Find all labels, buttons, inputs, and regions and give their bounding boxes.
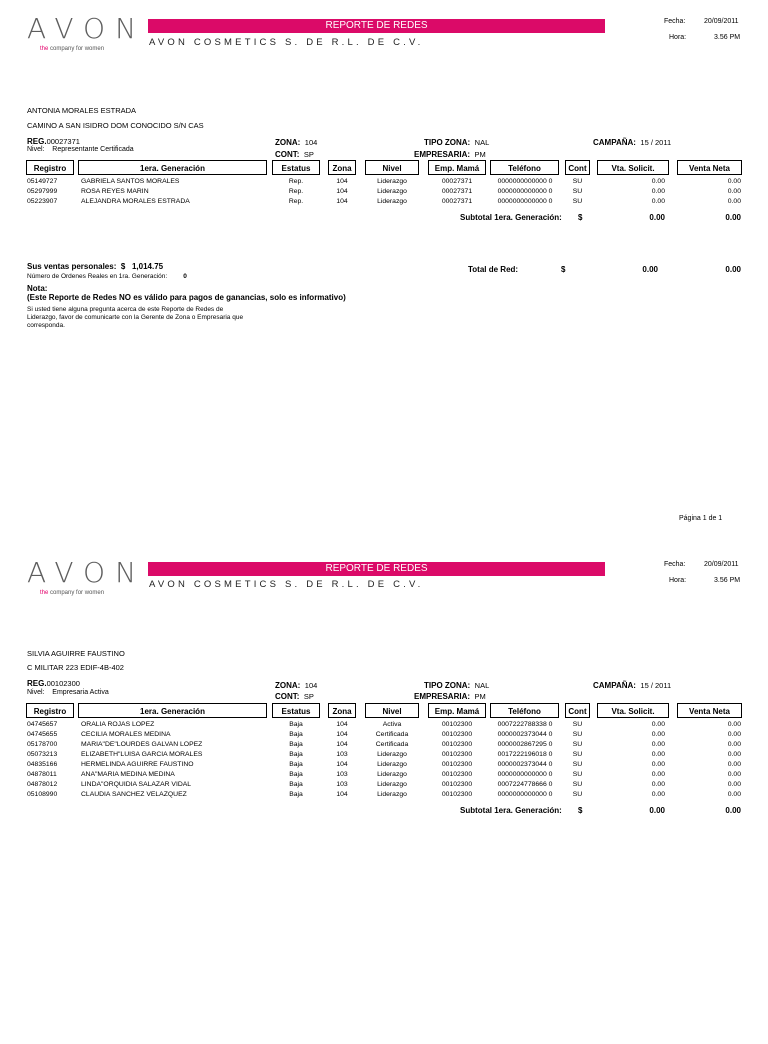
cell-vta-solicit: 0.00 bbox=[651, 781, 665, 788]
nota-line-1: Si usted tiene alguna pregunta acerca de este Reporte de Redes de bbox=[27, 306, 224, 313]
campana-field: CAMPAÑA: 15 / 2011 bbox=[593, 681, 672, 690]
cell-estatus: Rep. bbox=[288, 188, 304, 195]
cell-registro: 04835166 bbox=[27, 761, 58, 768]
cell-venta-neta: 0.00 bbox=[727, 731, 741, 738]
cell-vta-solicit: 0.00 bbox=[651, 791, 665, 798]
cell-nivel: Certificada bbox=[375, 741, 409, 748]
cell-zona: 104 bbox=[336, 741, 348, 748]
reg-field: REG.00027371 bbox=[27, 137, 80, 146]
cell-cont: SU bbox=[572, 198, 583, 205]
cell-telefono: 0000000000000 0 bbox=[497, 791, 553, 798]
cell-telefono: 0007222788338 0 bbox=[497, 721, 553, 728]
page-number: Página 1 de 1 bbox=[679, 515, 723, 522]
fecha-value: 20/09/2011 bbox=[704, 561, 739, 568]
subtotal-currency: $ bbox=[578, 806, 583, 815]
cell-zona: 103 bbox=[336, 781, 348, 788]
subtotal-vta: 0.00 bbox=[649, 806, 665, 815]
table-row bbox=[0, 178, 768, 188]
cell-registro: 04745655 bbox=[27, 731, 58, 738]
person-address: C MILITAR 223 EDIF-4B-402 bbox=[27, 663, 124, 672]
company-name: AVON COSMETICS S. DE R.L. DE C.V. bbox=[149, 579, 424, 590]
cell-nivel: Liderazgo bbox=[377, 771, 407, 778]
cell-emp-mama: 00102300 bbox=[441, 721, 473, 728]
cell-cont: SU bbox=[572, 781, 583, 788]
cell-telefono: 0000000000000 0 bbox=[497, 178, 553, 185]
cell-registro: 04878012 bbox=[27, 781, 58, 788]
col-zona: Zona bbox=[328, 703, 356, 718]
cell-emp-mama: 00102300 bbox=[441, 771, 473, 778]
table-row bbox=[0, 721, 768, 731]
cell-nivel: Liderazgo bbox=[377, 188, 407, 195]
hora-label: Hora: bbox=[669, 577, 687, 584]
cell-zona: 104 bbox=[336, 791, 348, 798]
cell-vta-solicit: 0.00 bbox=[651, 741, 665, 748]
hora-value: 3.56 PM bbox=[714, 34, 741, 41]
col-cont: Cont bbox=[565, 703, 590, 718]
cell-cont: SU bbox=[572, 188, 583, 195]
subtotal-neta: 0.00 bbox=[725, 213, 741, 222]
cell-nivel: Liderazgo bbox=[377, 791, 407, 798]
cell-nivel: Liderazgo bbox=[377, 751, 407, 758]
cell-zona: 104 bbox=[336, 731, 348, 738]
table-row bbox=[0, 741, 768, 751]
cell-estatus: Baja bbox=[289, 761, 303, 768]
cell-estatus: Baja bbox=[289, 751, 303, 758]
cell-estatus: Baja bbox=[289, 741, 303, 748]
cell-telefono: 0000000000000 0 bbox=[497, 198, 553, 205]
cell-emp-mama: 00027371 bbox=[441, 198, 473, 205]
table-row bbox=[0, 188, 768, 198]
cell-cont: SU bbox=[572, 751, 583, 758]
cell-nivel: Certificada bbox=[375, 731, 409, 738]
ventas-personales: Sus ventas personales: $ 1,014.75 bbox=[27, 262, 164, 271]
table-row bbox=[0, 751, 768, 761]
cell-generacion: GABRIELA SANTOS MORALES bbox=[81, 178, 180, 185]
report-2 bbox=[0, 544, 768, 1044]
col-telefono: Teléfono bbox=[490, 160, 559, 175]
cell-estatus: Baja bbox=[289, 731, 303, 738]
total-red-currency: $ bbox=[561, 265, 566, 274]
cell-vta-solicit: 0.00 bbox=[651, 771, 665, 778]
hora-value: 3.56 PM bbox=[714, 577, 741, 584]
report-banner: REPORTE DE REDES bbox=[148, 19, 605, 33]
col-registro: Registro bbox=[26, 703, 74, 718]
cell-nivel: Liderazgo bbox=[377, 178, 407, 185]
cell-telefono: 0000000000000 0 bbox=[497, 188, 553, 195]
cell-registro: 05108990 bbox=[27, 791, 58, 798]
cell-generacion: ROSA REYES MARIN bbox=[81, 188, 149, 195]
zona-field: ZONA: 104 bbox=[275, 681, 318, 690]
cell-registro: 04878011 bbox=[27, 771, 57, 778]
subtotal-currency: $ bbox=[578, 213, 583, 222]
cell-emp-mama: 00027371 bbox=[441, 178, 473, 185]
col-venta-neta: Venta Neta bbox=[677, 703, 742, 718]
cell-emp-mama: 00102300 bbox=[441, 731, 473, 738]
col-generacion: 1era. Generación bbox=[78, 160, 267, 175]
cell-zona: 103 bbox=[336, 751, 348, 758]
cell-nivel: Liderazgo bbox=[377, 761, 407, 768]
total-red-vta: 0.00 bbox=[642, 265, 658, 274]
cell-registro: 05149727 bbox=[27, 178, 58, 185]
cell-emp-mama: 00102300 bbox=[441, 781, 473, 788]
nota-warning: (Este Reporte de Redes NO es válido para pagos de ganancias, solo es informativo) bbox=[27, 293, 346, 302]
fecha-label: Fecha: bbox=[664, 561, 686, 568]
cell-cont: SU bbox=[572, 771, 583, 778]
table-row bbox=[0, 731, 768, 741]
cell-registro: 05178700 bbox=[27, 741, 58, 748]
cell-estatus: Rep. bbox=[288, 198, 304, 205]
cell-venta-neta: 0.00 bbox=[727, 198, 741, 205]
cell-zona: 104 bbox=[336, 721, 348, 728]
cell-zona: 104 bbox=[336, 761, 348, 768]
cell-estatus: Baja bbox=[289, 771, 303, 778]
nota-title: Nota: bbox=[27, 284, 48, 293]
cell-telefono: 0007224778666 0 bbox=[497, 781, 553, 788]
tipo-zona-field: TIPO ZONA: NAL bbox=[424, 138, 490, 147]
cell-vta-solicit: 0.00 bbox=[651, 721, 665, 728]
cell-estatus: Baja bbox=[289, 781, 303, 788]
cell-cont: SU bbox=[572, 791, 583, 798]
person-address: CAMINO A SAN ISIDRO DOM CONOCIDO S/N CAS bbox=[27, 121, 204, 130]
cell-estatus: Baja bbox=[289, 721, 303, 728]
campana-field: CAMPAÑA: 15 / 2011 bbox=[593, 138, 672, 147]
avon-logo: AVON bbox=[27, 556, 147, 589]
total-red-neta: 0.00 bbox=[725, 265, 741, 274]
cell-zona: 103 bbox=[336, 771, 348, 778]
cell-generacion: LINDA"ORQUIDIA SALAZAR VIDAL bbox=[81, 781, 192, 788]
cell-registro: 04745657 bbox=[27, 721, 58, 728]
avon-logo: AVON bbox=[27, 12, 147, 45]
col-vta-solicit: Vta. Solicit. bbox=[597, 703, 669, 718]
col-emp-mama: Emp. Mamá bbox=[428, 160, 486, 175]
cell-cont: SU bbox=[572, 731, 583, 738]
avon-tagline: the company for women bbox=[40, 46, 105, 52]
cell-cont: SU bbox=[572, 761, 583, 768]
cell-telefono: 0000000000000 0 bbox=[497, 771, 553, 778]
cell-telefono: 0017222196018 0 bbox=[497, 751, 553, 758]
subtotal-neta: 0.00 bbox=[725, 806, 741, 815]
cell-venta-neta: 0.00 bbox=[727, 178, 741, 185]
col-venta-neta: Venta Neta bbox=[677, 160, 742, 175]
zona-field: ZONA: 104 bbox=[275, 138, 318, 147]
cell-zona: 104 bbox=[336, 178, 348, 185]
cell-emp-mama: 00102300 bbox=[441, 761, 473, 768]
reg-field: REG.00102300 bbox=[27, 679, 80, 688]
cell-generacion: ALEJANDRA MORALES ESTRADA bbox=[81, 198, 190, 205]
cell-registro: 05223907 bbox=[27, 198, 58, 205]
cell-vta-solicit: 0.00 bbox=[651, 198, 665, 205]
cell-venta-neta: 0.00 bbox=[727, 741, 741, 748]
hora-label: Hora: bbox=[669, 34, 687, 41]
cell-venta-neta: 0.00 bbox=[727, 188, 741, 195]
table-row bbox=[0, 198, 768, 208]
cell-vta-solicit: 0.00 bbox=[651, 751, 665, 758]
table-row bbox=[0, 781, 768, 791]
fecha-value: 20/09/2011 bbox=[704, 18, 739, 25]
cell-vta-solicit: 0.00 bbox=[651, 761, 665, 768]
cell-telefono: 0000002867295 0 bbox=[497, 741, 553, 748]
empresaria-field: EMPRESARIA: PM bbox=[414, 692, 486, 701]
col-cont: Cont bbox=[565, 160, 590, 175]
cell-registro: 05073213 bbox=[27, 751, 58, 758]
ordenes-reales: Número de Ordenes Reales en 1ra. Generación: 0 bbox=[27, 273, 187, 280]
cell-venta-neta: 0.00 bbox=[727, 761, 741, 768]
cell-generacion: MARIA"DE"LOURDES GALVAN LOPEZ bbox=[81, 741, 203, 748]
cell-estatus: Baja bbox=[289, 791, 303, 798]
col-estatus: Estatus bbox=[272, 703, 320, 718]
cell-nivel: Liderazgo bbox=[377, 198, 407, 205]
avon-tagline: the company for women bbox=[40, 590, 105, 596]
subtotal-vta: 0.00 bbox=[649, 213, 665, 222]
cell-generacion: CLAUDIA SANCHEZ VELAZQUEZ bbox=[81, 791, 187, 798]
cell-venta-neta: 0.00 bbox=[727, 721, 741, 728]
tipo-zona-field: TIPO ZONA: NAL bbox=[424, 681, 490, 690]
col-telefono: Teléfono bbox=[490, 703, 559, 718]
cell-generacion: HERMELINDA AGUIRRE FAUSTINO bbox=[81, 761, 194, 768]
col-zona: Zona bbox=[328, 160, 356, 175]
cont-field: CONT: SP bbox=[275, 692, 314, 701]
cell-nivel: Activa bbox=[382, 721, 402, 728]
nivel-field: Nivel: Empresaria Activa bbox=[27, 689, 109, 696]
col-registro: Registro bbox=[26, 160, 74, 175]
table-row bbox=[0, 771, 768, 781]
subtotal-label: Subtotal 1era. Generación: bbox=[460, 806, 562, 815]
table-row bbox=[0, 791, 768, 801]
col-emp-mama: Emp. Mamá bbox=[428, 703, 486, 718]
cell-vta-solicit: 0.00 bbox=[651, 178, 665, 185]
col-generacion: 1era. Generación bbox=[78, 703, 267, 718]
cell-emp-mama: 00102300 bbox=[441, 751, 473, 758]
cell-emp-mama: 00102300 bbox=[441, 741, 473, 748]
total-red-label: Total de Red: bbox=[468, 265, 519, 274]
cell-vta-solicit: 0.00 bbox=[651, 731, 665, 738]
cell-telefono: 0000002373044 0 bbox=[497, 761, 553, 768]
col-nivel: Nivel bbox=[365, 703, 419, 718]
nota-line-2: Liderazgo, favor de comunicarte con la Gerente de Zona o Empresaria que bbox=[27, 314, 244, 321]
cell-cont: SU bbox=[572, 741, 583, 748]
nivel-field: Nivel: Representante Certificada bbox=[27, 146, 134, 153]
person-name: ANTONIA MORALES ESTRADA bbox=[27, 106, 137, 115]
cell-generacion: ELIZABETH"LUISA GARCIA MORALES bbox=[81, 751, 203, 758]
cell-generacion: ORALIA ROJAS LOPEZ bbox=[81, 721, 155, 728]
company-name: AVON COSMETICS S. DE R.L. DE C.V. bbox=[149, 37, 424, 48]
cell-cont: SU bbox=[572, 178, 583, 185]
person-name: SILVIA AGUIRRE FAUSTINO bbox=[27, 649, 125, 658]
cell-venta-neta: 0.00 bbox=[727, 751, 741, 758]
subtotal-label: Subtotal 1era. Generación: bbox=[460, 213, 562, 222]
cell-telefono: 0000002373044 0 bbox=[497, 731, 553, 738]
cell-venta-neta: 0.00 bbox=[727, 791, 741, 798]
cell-estatus: Rep. bbox=[288, 178, 304, 185]
cell-cont: SU bbox=[572, 721, 583, 728]
cell-generacion: ANA"MARIA MEDINA MEDINA bbox=[81, 771, 175, 778]
empresaria-field: EMPRESARIA: PM bbox=[414, 150, 486, 159]
cell-vta-solicit: 0.00 bbox=[651, 188, 665, 195]
col-nivel: Nivel bbox=[365, 160, 419, 175]
cell-registro: 05297999 bbox=[27, 188, 58, 195]
cell-venta-neta: 0.00 bbox=[727, 781, 741, 788]
cell-generacion: CECILIA MORALES MEDINA bbox=[81, 731, 171, 738]
cell-nivel: Liderazgo bbox=[377, 781, 407, 788]
nota-line-3: corresponda. bbox=[27, 322, 65, 329]
fecha-label: Fecha: bbox=[664, 18, 686, 25]
cell-zona: 104 bbox=[336, 188, 348, 195]
table-row bbox=[0, 761, 768, 771]
cell-emp-mama: 00102300 bbox=[441, 791, 473, 798]
cell-venta-neta: 0.00 bbox=[727, 771, 741, 778]
col-estatus: Estatus bbox=[272, 160, 320, 175]
cell-emp-mama: 00027371 bbox=[441, 188, 473, 195]
cell-zona: 104 bbox=[336, 198, 348, 205]
cont-field: CONT: SP bbox=[275, 150, 314, 159]
col-vta-solicit: Vta. Solicit. bbox=[597, 160, 669, 175]
report-banner: REPORTE DE REDES bbox=[148, 562, 605, 576]
